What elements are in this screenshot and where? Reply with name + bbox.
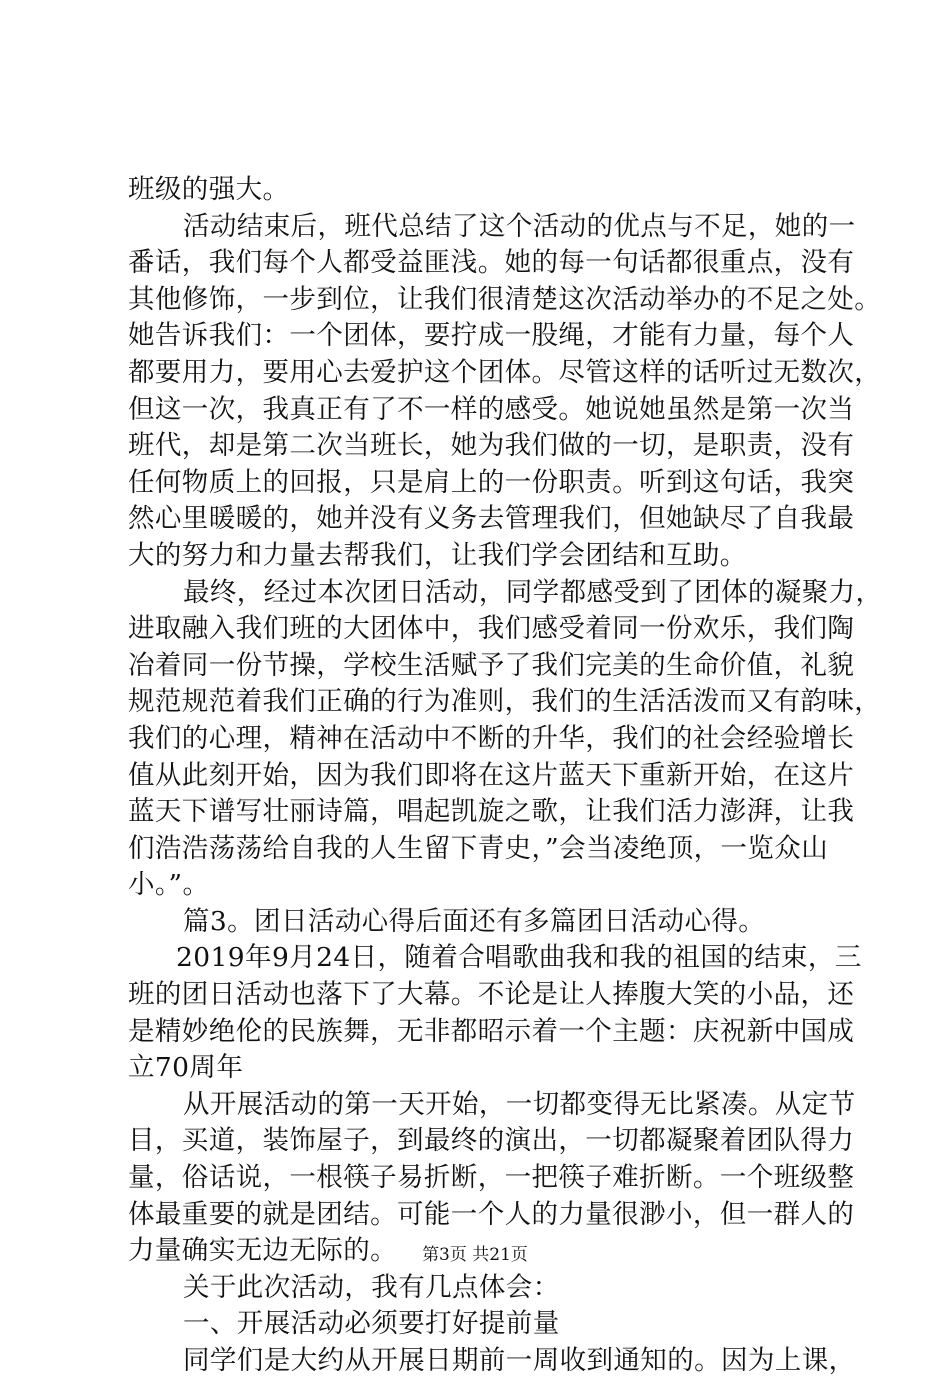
text-line: 她告诉我们：一个团体，要拧成一股绳，才能有力量，每个人	[128, 320, 855, 352]
text-line: 立70周年	[128, 1052, 244, 1084]
page-number-footer: 第3页 共21页	[422, 1245, 528, 1265]
paragraph-start: 关于此次活动，我有几点体会：	[183, 1271, 560, 1303]
text-line: 量，俗话说，一根筷子易折断，一把筷子难折断。一个班级整	[128, 1162, 855, 1194]
text-line: 是精妙绝伦的民族舞，无非都昭示着一个主题：庆祝新中国成	[128, 1015, 855, 1047]
text-line: 规范规范着我们正确的行为准则，我们的生活活泼而又有韵味，	[128, 686, 882, 718]
subheading: 一、开展活动必须要打好提前量	[183, 1308, 560, 1340]
paragraph-start: 从开展活动的第一天开始，一切都变得无比紧凑。从定节	[183, 1088, 856, 1120]
text-line: 力量确实无边无际的。	[128, 1235, 397, 1267]
text-line: 们浩浩荡荡给自我的人生留下青史，”会当凌绝顶，一览众山	[128, 832, 829, 864]
text-line: 班级的强大。	[128, 174, 290, 205]
text-line: 蓝天下谱写壮丽诗篇，唱起凯旋之歌，让我们活力澎湃，让我	[128, 796, 855, 828]
document-body	[128, 172, 883, 1380]
text-line: 值从此刻开始，因为我们即将在这片蓝天下重新开始，在这片	[128, 759, 855, 791]
text-line: 但这一次，我真正有了不一样的感受。她说她虽然是第一次当	[128, 393, 855, 425]
text-line: 体最重要的就是团结。可能一个人的力量很渺小，但一群人的	[128, 1198, 855, 1230]
paragraph-start: 活动结束后，班代总结了这个活动的优点与不足，她的一	[183, 210, 856, 242]
text-line: 我们的心理，精神在活动中不断的升华，我们的社会经验增长	[128, 722, 855, 754]
text-line: 冶着同一份节操，学校生活赋予了我们完美的生命价值，礼貌	[128, 649, 855, 681]
text-line: 都要用力，要用心去爱护这个团体。尽管这样的话听过无数次，	[128, 356, 882, 388]
text-line: 小。”。	[128, 869, 210, 901]
text-line: 大的努力和力量去帮我们，让我们学会团结和互助。	[128, 539, 747, 571]
text-line: 然心里暖暖的，她并没有义务去管理我们，但她缺尽了自我最	[128, 503, 855, 535]
section-heading: 篇3。团日活动心得后面还有多篇团日活动心得。	[183, 905, 766, 937]
text-line: 番话，我们每个人都受益匪浅。她的每一句话都很重点，没有	[128, 247, 855, 279]
paragraph-start: 2019年9月24日，随着合唱歌曲我和我的祖国的结束，三	[176, 942, 862, 974]
text-line: 目，买道，装饰屋子，到最终的演出，一切都凝聚着团队得力	[128, 1125, 855, 1157]
text-line: 其他修饰，一步到位，让我们很清楚这次活动举办的不足之处。	[128, 283, 882, 315]
text-line: 进取融入我们班的大团体中，我们感受着同一份欢乐，我们陶	[128, 613, 855, 645]
text-line: 任何物质上的回报，只是肩上的一份职责。听到这句话，我突	[128, 466, 855, 498]
text-line: 班代，却是第二次当班长，她为我们做的一切，是职责，没有	[128, 430, 855, 462]
paragraph-start: 最终，经过本次团日活动，同学都感受到了团体的凝聚力，	[183, 576, 883, 608]
text-line: 班的团日活动也落下了大幕。不论是让人捧腹大笑的小品，还	[128, 979, 855, 1011]
paragraph-start: 同学们是大约从开展日期前一周收到通知的。因为上课，	[183, 1345, 856, 1376]
